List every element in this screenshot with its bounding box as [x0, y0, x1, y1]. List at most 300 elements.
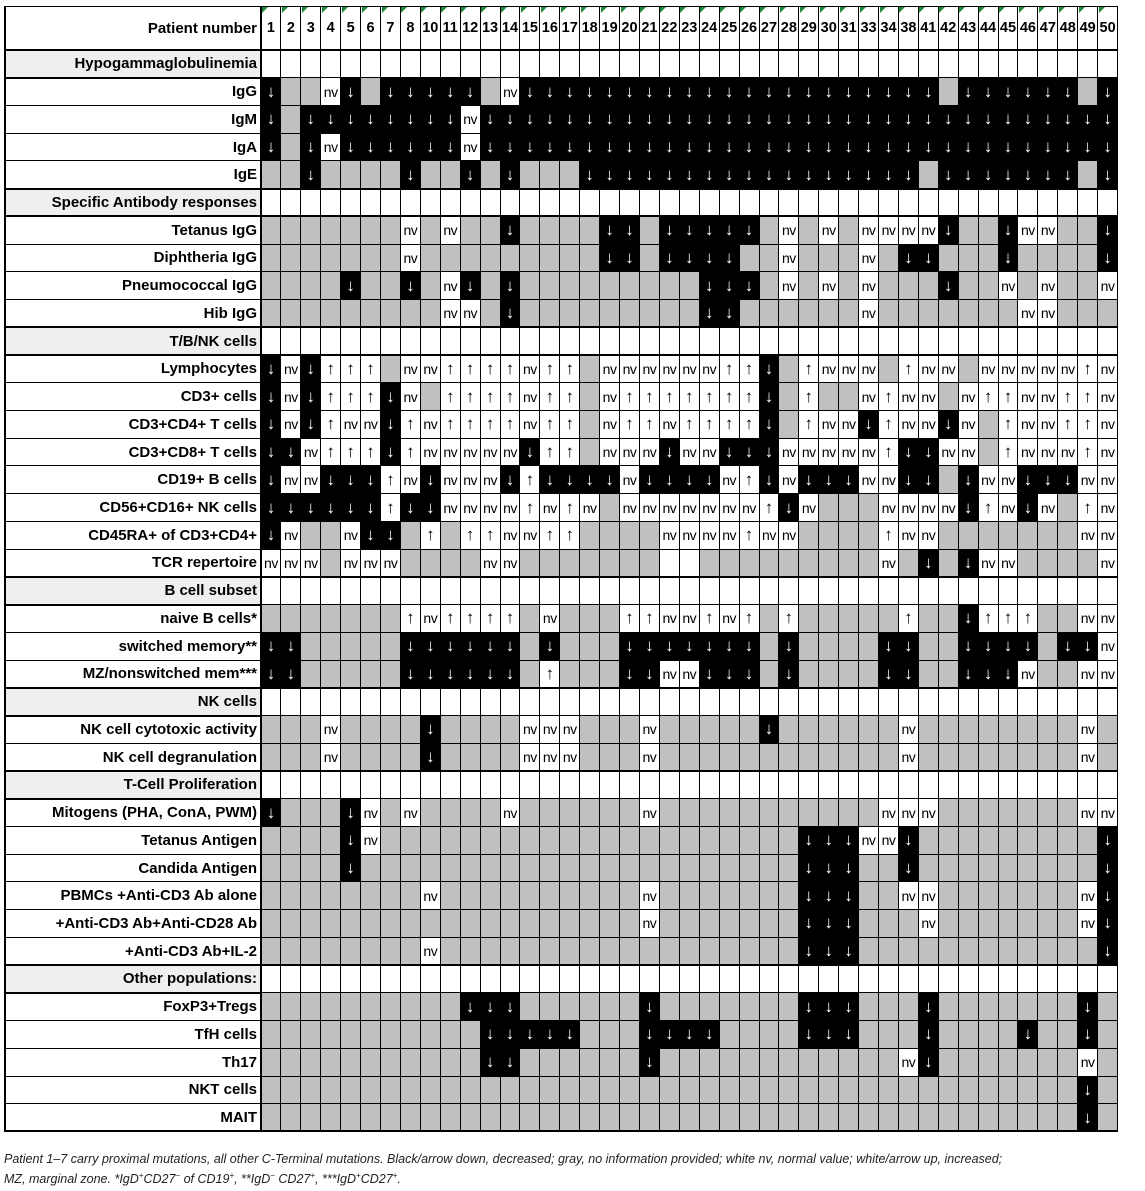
cell-no-info	[281, 161, 301, 189]
table-cell	[759, 327, 779, 355]
cell-no-info	[699, 910, 719, 938]
cell-decreased: ↓	[819, 882, 839, 910]
cell-increased: ↑	[460, 383, 480, 411]
cell-decreased: ↓	[819, 466, 839, 494]
cell-normal-value: nv	[281, 466, 301, 494]
cell-no-info	[719, 854, 739, 882]
cell-normal-value: nv	[1098, 466, 1118, 494]
cell-decreased: ↓	[1018, 632, 1038, 660]
table-cell	[839, 771, 859, 799]
cell-no-info	[580, 272, 600, 300]
cell-normal-value: nv	[699, 355, 719, 383]
table-cell	[898, 189, 918, 217]
cell-increased: ↑	[361, 355, 381, 383]
cell-no-info	[321, 993, 341, 1021]
cell-no-info	[918, 937, 938, 965]
grid-h	[4, 465, 1118, 466]
cell-normal-value: nv	[540, 605, 560, 633]
patient-header-2: 2	[286, 20, 295, 36]
cell-increased: ↑	[898, 355, 918, 383]
cell-no-info	[381, 993, 401, 1021]
cell-decreased: ↓	[261, 133, 281, 161]
grid-v	[579, 6, 580, 1131]
table-cell	[520, 965, 540, 993]
cell-decreased: ↓	[620, 632, 640, 660]
table-cell	[281, 577, 301, 605]
cell-decreased: ↓	[978, 632, 998, 660]
cell-no-info	[958, 244, 978, 272]
cell-no-info	[1018, 549, 1038, 577]
cell-decreased: ↓	[480, 105, 500, 133]
table-cell	[600, 688, 620, 716]
cell-no-info	[440, 161, 460, 189]
cell-decreased: ↓	[560, 105, 580, 133]
cell-decreased: ↓	[520, 78, 540, 106]
cell-no-info	[879, 300, 899, 328]
patient-header-19: 19	[601, 20, 618, 36]
cell-normal-value: nv	[819, 272, 839, 300]
table-cell	[998, 577, 1018, 605]
cell-no-info	[301, 300, 321, 328]
grid-h	[4, 493, 1118, 494]
cell-normal-value: nv	[1018, 383, 1038, 411]
table-cell	[739, 50, 759, 78]
grid-h	[4, 1103, 1118, 1104]
cell-no-info	[301, 632, 321, 660]
cell-normal-value: nv	[898, 494, 918, 522]
cell-no-info	[420, 910, 440, 938]
cell-decreased: ↓	[938, 410, 958, 438]
cell-decreased: ↓	[779, 105, 799, 133]
table-footnote	[4, 1149, 1142, 1189]
cell-normal-value: nv	[321, 743, 341, 771]
row-label: +Anti-CD3 Ab+Anti-CD28 Ab	[55, 914, 257, 932]
cell-no-info	[759, 1104, 779, 1132]
cell-normal-value: nv	[918, 521, 938, 549]
cell-no-info	[1058, 521, 1078, 549]
cell-no-info	[600, 1076, 620, 1104]
table-cell	[659, 577, 679, 605]
cell-normal-value: nv	[978, 466, 998, 494]
table-cell	[639, 327, 659, 355]
cell-no-info	[978, 244, 998, 272]
cell-decreased: ↓	[958, 494, 978, 522]
table-cell	[699, 50, 719, 78]
cell-no-info	[819, 300, 839, 328]
table-cell	[1038, 771, 1058, 799]
cell-no-info	[739, 993, 759, 1021]
cell-decreased: ↓	[918, 244, 938, 272]
table-cell	[341, 771, 361, 799]
cell-decreased: ↓	[918, 1021, 938, 1049]
patient-header-5: 5	[346, 20, 355, 36]
cell-decreased: ↓	[540, 466, 560, 494]
cell-decreased: ↓	[819, 78, 839, 106]
grid-h	[4, 909, 1118, 910]
cell-decreased: ↓	[381, 383, 401, 411]
table-cell	[580, 965, 600, 993]
cell-decreased: ↓	[281, 632, 301, 660]
cell-no-info	[580, 743, 600, 771]
grid-v	[938, 6, 939, 1131]
cell-no-info	[381, 882, 401, 910]
cell-normal-value: nv	[500, 78, 520, 106]
cell-no-info	[938, 1021, 958, 1049]
cell-decreased: ↓	[1058, 78, 1078, 106]
cell-increased: ↑	[540, 521, 560, 549]
cell-no-info	[301, 716, 321, 744]
cell-no-info	[440, 521, 460, 549]
cell-normal-value: nv	[1078, 521, 1098, 549]
table-cell	[938, 50, 958, 78]
cell-no-info	[600, 494, 620, 522]
table-cell	[679, 771, 699, 799]
cell-no-info	[520, 216, 540, 244]
table-cell	[281, 189, 301, 217]
cell-normal-value: nv	[958, 438, 978, 466]
cell-no-info	[719, 993, 739, 1021]
cell-increased: ↑	[480, 383, 500, 411]
table-cell	[1038, 688, 1058, 716]
cell-decreased: ↓	[898, 105, 918, 133]
cell-no-info	[301, 660, 321, 688]
cell-no-info	[918, 300, 938, 328]
section-heading: B cell subset	[164, 582, 257, 600]
cell-no-info	[440, 1104, 460, 1132]
cell-normal-value: nv	[1078, 716, 1098, 744]
cell-no-info	[879, 1104, 899, 1132]
cell-increased: ↑	[480, 605, 500, 633]
table-cell	[1038, 50, 1058, 78]
cell-no-info	[440, 993, 460, 1021]
cell-increased: ↑	[560, 494, 580, 522]
cell-decreased: ↓	[719, 300, 739, 328]
cell-decreased: ↓	[261, 438, 281, 466]
grid-h	[4, 160, 1118, 161]
cell-normal-value: nv	[879, 549, 899, 577]
cell-no-info	[859, 521, 879, 549]
cell-normal-value: nv	[520, 521, 540, 549]
cell-decreased: ↓	[580, 133, 600, 161]
cell-no-info	[918, 660, 938, 688]
cell-no-info	[679, 716, 699, 744]
cell-no-info	[480, 161, 500, 189]
cell-decreased: ↓	[440, 133, 460, 161]
cell-no-info	[1018, 521, 1038, 549]
table-cell	[460, 327, 480, 355]
cell-no-info	[1038, 1048, 1058, 1076]
cell-no-info	[321, 1021, 341, 1049]
cell-no-info	[739, 854, 759, 882]
cell-decreased: ↓	[739, 632, 759, 660]
cell-no-info	[520, 1104, 540, 1132]
cell-decreased: ↓	[699, 632, 719, 660]
cell-no-info	[560, 272, 580, 300]
cell-no-info	[301, 272, 321, 300]
table-cell	[918, 688, 938, 716]
cell-increased: ↑	[341, 355, 361, 383]
cell-no-info	[560, 799, 580, 827]
cell-no-info	[420, 161, 440, 189]
table-cell	[261, 577, 281, 605]
cell-no-info	[400, 521, 420, 549]
cell-decreased: ↓	[799, 854, 819, 882]
cell-no-info	[978, 716, 998, 744]
grid-v	[380, 6, 381, 1131]
cell-no-info	[739, 799, 759, 827]
cell-no-info	[261, 216, 281, 244]
cell-no-info	[759, 910, 779, 938]
table-cell	[500, 50, 520, 78]
cell-no-info	[440, 910, 460, 938]
cell-normal-value: nv	[659, 355, 679, 383]
row-label: TfH cells	[194, 1025, 257, 1043]
cell-decreased: ↓	[859, 161, 879, 189]
cell-no-info	[281, 993, 301, 1021]
cell-no-info	[500, 743, 520, 771]
cell-normal-value: nv	[998, 355, 1018, 383]
cell-no-info	[938, 799, 958, 827]
cell-normal-value: nv	[1078, 466, 1098, 494]
cell-no-info	[261, 882, 281, 910]
cell-no-info	[998, 1021, 1018, 1049]
cell-increased: ↑	[500, 383, 520, 411]
cell-decreased: ↓	[520, 438, 540, 466]
cell-no-info	[659, 854, 679, 882]
cell-normal-value: nv	[879, 494, 899, 522]
cell-increased: ↑	[699, 410, 719, 438]
cell-no-info	[540, 910, 560, 938]
cell-decreased: ↓	[1098, 244, 1118, 272]
cell-decreased: ↓	[699, 300, 719, 328]
table-cell	[500, 771, 520, 799]
cell-decreased: ↓	[1038, 78, 1058, 106]
cell-decreased: ↓	[281, 438, 301, 466]
cell-normal-value: nv	[301, 438, 321, 466]
table-cell	[1078, 577, 1098, 605]
cell-no-info	[580, 1021, 600, 1049]
cell-decreased: ↓	[600, 78, 620, 106]
cell-decreased: ↓	[341, 78, 361, 106]
table-cell	[958, 577, 978, 605]
table-cell	[381, 688, 401, 716]
cell-decreased: ↓	[420, 632, 440, 660]
cell-decreased: ↓	[839, 466, 859, 494]
cell-no-info	[600, 854, 620, 882]
cell-no-info	[819, 716, 839, 744]
table-cell	[839, 577, 859, 605]
cell-no-info	[480, 1104, 500, 1132]
cell-no-info	[420, 1076, 440, 1104]
cell-no-info	[321, 854, 341, 882]
cell-decreased: ↓	[839, 161, 859, 189]
table-cell	[560, 771, 580, 799]
cell-no-info	[281, 799, 301, 827]
cell-no-info	[580, 1104, 600, 1132]
corner-marker-icon	[282, 7, 288, 13]
table-cell	[639, 771, 659, 799]
cell-normal-value: nv	[898, 799, 918, 827]
corner-marker-icon	[660, 7, 666, 13]
cell-no-info	[938, 521, 958, 549]
cell-decreased: ↓	[859, 410, 879, 438]
cell-no-info	[739, 826, 759, 854]
cell-decreased: ↓	[759, 716, 779, 744]
cell-increased: ↑	[978, 494, 998, 522]
table-cell	[261, 50, 281, 78]
table-cell	[739, 189, 759, 217]
cell-no-info	[440, 937, 460, 965]
table-cell	[639, 577, 659, 605]
cell-no-info	[978, 826, 998, 854]
cell-normal-value: nv	[1058, 355, 1078, 383]
cell-increased: ↑	[500, 410, 520, 438]
cell-increased: ↑	[540, 660, 560, 688]
row-label: FoxP3+Tregs	[163, 998, 257, 1016]
cell-decreased: ↓	[799, 78, 819, 106]
cell-decreased: ↓	[361, 494, 381, 522]
table-cell	[898, 771, 918, 799]
cell-no-info	[958, 1021, 978, 1049]
table-cell	[540, 327, 560, 355]
cell-normal-value: nv	[859, 300, 879, 328]
cell-decreased: ↓	[500, 993, 520, 1021]
table-cell	[839, 965, 859, 993]
cell-no-info	[978, 799, 998, 827]
cell-no-info	[978, 743, 998, 771]
cell-normal-value: nv	[361, 410, 381, 438]
cell-no-info	[361, 716, 381, 744]
cell-no-info	[918, 1104, 938, 1132]
cell-decreased: ↓	[819, 826, 839, 854]
cell-normal-value: nv	[1078, 799, 1098, 827]
cell-increased: ↑	[1078, 383, 1098, 411]
cell-increased: ↑	[978, 383, 998, 411]
cell-no-info	[620, 549, 640, 577]
table-cell	[301, 771, 321, 799]
cell-decreased: ↓	[381, 133, 401, 161]
cell-no-info	[321, 244, 341, 272]
cell-decreased: ↓	[261, 466, 281, 494]
cell-normal-value: nv	[600, 438, 620, 466]
grid-v	[998, 6, 999, 1131]
table-cell	[560, 327, 580, 355]
table-cell	[1058, 327, 1078, 355]
cell-no-info	[520, 854, 540, 882]
cell-normal-value: nv	[1098, 272, 1118, 300]
cell-decreased: ↓	[998, 632, 1018, 660]
cell-decreased: ↓	[341, 105, 361, 133]
cell-decreased: ↓	[560, 133, 580, 161]
cell-decreased: ↓	[699, 216, 719, 244]
cell-no-info	[400, 854, 420, 882]
cell-no-info	[400, 826, 420, 854]
cell-increased: ↑	[739, 355, 759, 383]
table-cell	[819, 965, 839, 993]
grid-v	[818, 6, 819, 1131]
cell-no-info	[1058, 549, 1078, 577]
cell-decreased: ↓	[978, 133, 998, 161]
cell-no-info	[659, 1076, 679, 1104]
table-cell	[560, 50, 580, 78]
table-cell	[540, 771, 560, 799]
cell-increased: ↑	[1078, 438, 1098, 466]
cell-decreased: ↓	[1078, 1104, 1098, 1132]
table-cell	[958, 327, 978, 355]
cell-decreased: ↓	[600, 161, 620, 189]
cell-no-info	[978, 410, 998, 438]
cell-no-info	[620, 272, 640, 300]
table-cell	[659, 189, 679, 217]
cell-no-info	[859, 882, 879, 910]
cell-decreased: ↓	[839, 133, 859, 161]
cell-normal-value: nv	[679, 494, 699, 522]
cell-no-info	[779, 854, 799, 882]
table-cell	[879, 189, 899, 217]
cell-no-info	[281, 1076, 301, 1104]
cell-increased: ↑	[719, 410, 739, 438]
cell-no-info	[580, 993, 600, 1021]
cell-no-info	[321, 937, 341, 965]
table-cell	[361, 688, 381, 716]
cell-no-info	[1018, 716, 1038, 744]
cell-decreased: ↓	[361, 521, 381, 549]
cell-increased: ↑	[560, 355, 580, 383]
cell-no-info	[759, 272, 779, 300]
cell-no-info	[580, 355, 600, 383]
grid-v	[918, 6, 919, 1131]
cell-decreased: ↓	[699, 660, 719, 688]
grid-h	[4, 6, 1118, 7]
cell-no-info	[938, 993, 958, 1021]
cell-no-info	[918, 743, 938, 771]
cell-no-info	[580, 910, 600, 938]
cell-no-info	[381, 605, 401, 633]
cell-no-info	[540, 799, 560, 827]
cell-decreased: ↓	[560, 1021, 580, 1049]
row-label: Hib IgG	[203, 304, 257, 322]
cell-no-info	[799, 660, 819, 688]
cell-no-info	[560, 882, 580, 910]
cell-normal-value: nv	[540, 494, 560, 522]
patient-header-20: 20	[621, 20, 638, 36]
cell-no-info	[321, 161, 341, 189]
cell-no-info	[1038, 993, 1058, 1021]
cell-no-info	[879, 272, 899, 300]
cell-normal-value: nv	[859, 438, 879, 466]
table-cell	[958, 189, 978, 217]
cell-no-info	[1058, 660, 1078, 688]
cell-no-info	[301, 854, 321, 882]
cell-no-info	[799, 716, 819, 744]
table-cell	[799, 189, 819, 217]
grid-v	[1057, 6, 1058, 1131]
cell-no-info	[1038, 882, 1058, 910]
cell-decreased: ↓	[799, 1021, 819, 1049]
cell-decreased: ↓	[719, 105, 739, 133]
cell-no-info	[659, 1048, 679, 1076]
cell-normal-value: nv	[819, 438, 839, 466]
table-cell	[1018, 965, 1038, 993]
cell-no-info	[1078, 854, 1098, 882]
cell-decreased: ↓	[898, 826, 918, 854]
cell-normal-value: nv	[859, 466, 879, 494]
cell-normal-value: nv	[1098, 632, 1118, 660]
table-cell	[1058, 577, 1078, 605]
corner-marker-icon	[501, 7, 507, 13]
cell-normal-value: nv	[639, 743, 659, 771]
cell-no-info	[600, 910, 620, 938]
